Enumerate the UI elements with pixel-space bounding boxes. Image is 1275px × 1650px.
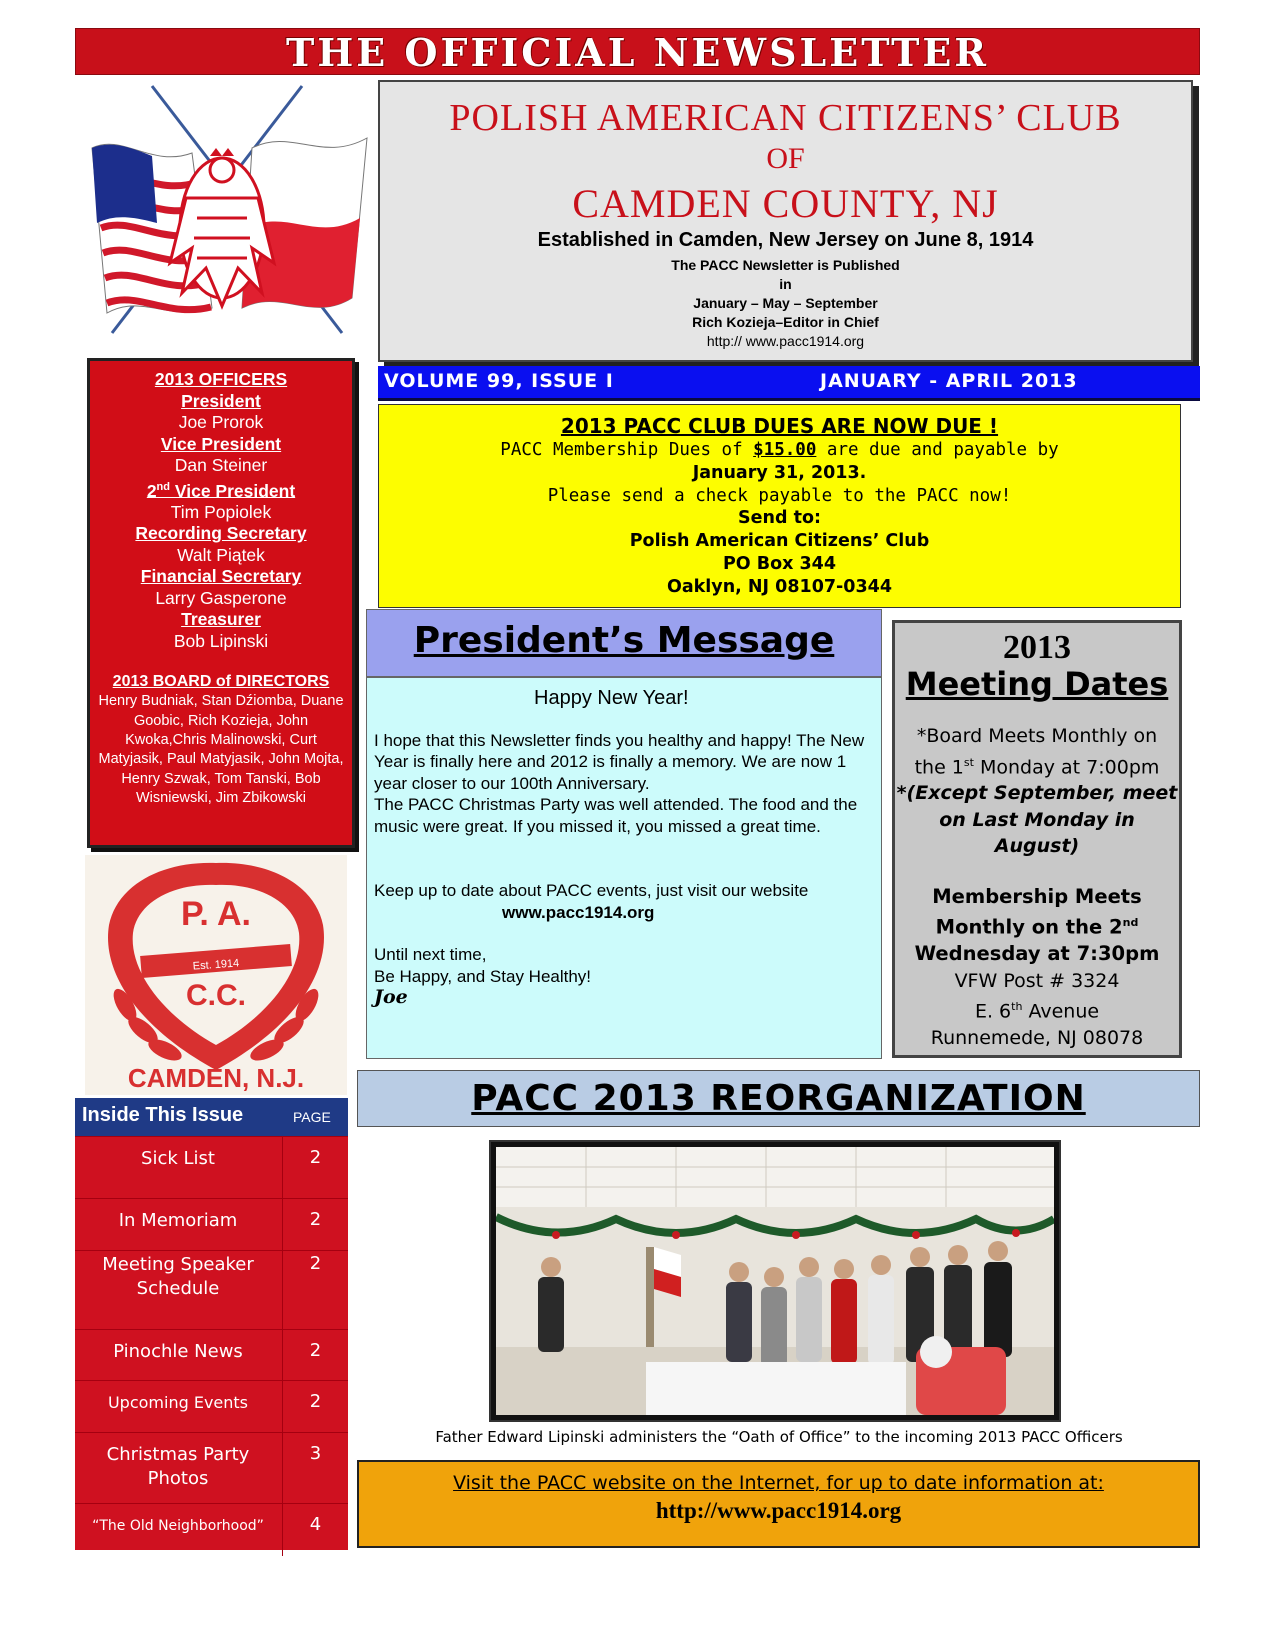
officer-title: Financial Secretary (140, 566, 302, 587)
president-website-link[interactable]: www.pacc1914.org (502, 902, 655, 922)
president-message-body (366, 677, 882, 1059)
officer-title: President (181, 390, 261, 411)
index-item-label: Sick List (141, 1148, 215, 1169)
president-paragraph: I hope that this Newsletter finds you healthy and happy! The New Year is finally here and 2012 is finally a memory. We are now 1 year closer to our 100th Anniversary. (374, 730, 865, 793)
board-heading: 2013 BOARD of DIRECTORS (112, 673, 330, 691)
president-greeting: Happy New Year! (534, 687, 689, 709)
pacc-crest-icon (85, 855, 347, 1095)
index-item-page: 2 (309, 1253, 322, 1274)
meeting-dates-box (892, 620, 1182, 1058)
meeting-place: E. 6th Avenue (974, 1000, 1100, 1023)
president-paragraph: Keep up to date about PACC events, just visit our website (374, 881, 809, 900)
index-title: Inside This Issue (82, 1104, 244, 1126)
masthead-banner (75, 28, 1200, 75)
index-item-page: 2 (309, 1391, 322, 1412)
dues-deadline: January 31, 2013. (692, 462, 867, 483)
meeting-exception: *(Except September, meet on Last Monday in August) (896, 782, 1178, 858)
index-row[interactable] (75, 1380, 348, 1432)
index-item-label: In Memoriam (118, 1210, 238, 1231)
officers-panel (87, 358, 355, 848)
index-row[interactable] (75, 1503, 348, 1556)
meeting-year: 2013 (1003, 629, 1071, 666)
published-line1: The PACC Newsletter is Published (671, 257, 900, 273)
editor-line: Rich Kozieja–Editor in Chief (692, 314, 879, 330)
meeting-place: VFW Post # 3324 (954, 969, 1120, 992)
logo-top-text: P. A. (181, 895, 251, 933)
volume-bar (378, 366, 1200, 401)
published-line2: in (779, 276, 792, 292)
president-signature: Joe (374, 986, 408, 1008)
officer-title: Treasurer (181, 609, 261, 630)
index-item-page: 2 (309, 1147, 322, 1168)
masthead-title: THE OFFICIAL NEWSLETTER (286, 30, 989, 75)
membership-meeting-line: Monthly on the 2nd (935, 915, 1139, 939)
president-closing: Be Happy, and Stay Healthy! (374, 966, 592, 986)
officer-name: Bob Lipinski (173, 630, 269, 651)
dues-line1: PACC Membership Dues of $15.00 are due and payable by (500, 440, 1059, 460)
volume-dates: JANUARY - APRIL 2013 (820, 370, 1078, 392)
index-item-label: Meeting Speaker Schedule (102, 1254, 254, 1299)
board-members: Henry Budniak, Stan Dźiomba, Duane Goobic, Rich Kozieja, John Kwoka,Chris Malinowski, Curt Matyjasik, Paul Matyjasik, John Mojta, Henry Szwak, Tom Tanski, Bob Wisniewski, Jim Zbikowski (98, 693, 344, 806)
index-page-label: PAGE (293, 1109, 331, 1125)
index-row[interactable] (75, 1136, 348, 1198)
index-item-page: 2 (309, 1340, 322, 1361)
volume-issue: VOLUME 99, ISSUE I (384, 370, 614, 392)
meeting-place: Runnemede, NJ 08078 (930, 1027, 1144, 1050)
logo-middle-text: C.C. (186, 979, 246, 1012)
website-banner (357, 1460, 1200, 1548)
crossed-flags-illustration (82, 78, 372, 343)
officers-heading: 2013 OFFICERS (154, 369, 288, 389)
pacc-logo (85, 855, 347, 1095)
dues-address-line2: PO Box 344 (722, 553, 837, 574)
board-meeting-line: *Board Meets Monthly on (916, 725, 1158, 747)
logo-bottom-text: CAMDEN, N.J. (127, 1063, 305, 1093)
logo-est-text: Est. 1914 (192, 957, 240, 973)
president-closing: Until next time, (374, 945, 487, 964)
club-name-line3: CAMDEN COUNTY, NJ (572, 181, 999, 226)
index-item-page: 3 (309, 1443, 322, 1464)
club-name-line2: OF (766, 142, 805, 175)
president-message-title: President’s Message (413, 620, 835, 661)
flags-icon (82, 78, 372, 343)
dues-notice (378, 404, 1181, 608)
index-row[interactable] (75, 1329, 348, 1380)
published-months: January – May – September (693, 295, 878, 311)
dues-send-to: Send to: (738, 508, 821, 529)
website-link[interactable]: http://www.pacc1914.org (655, 1498, 902, 1523)
dues-amount: $15.00 (753, 440, 817, 460)
president-message-header (366, 609, 882, 677)
officer-title: 2nd Vice President (146, 480, 296, 501)
oath-of-office-photo (489, 1140, 1061, 1422)
dues-heading: 2013 PACC CLUB DUES ARE NOW DUE ! (560, 414, 999, 438)
president-paragraph: The PACC Christmas Party was well attended. The food and the music were great. If you missed it, you missed a great time. (374, 795, 858, 836)
officer-name: Tim Popiolek (170, 501, 272, 522)
index-row[interactable] (75, 1198, 348, 1250)
index-item-label: “The Old Neighborhood” (92, 1518, 264, 1534)
membership-meeting-line: Membership Meets (932, 884, 1142, 908)
website-invite: Visit the PACC website on the Internet, for up to date information at: (453, 1472, 1104, 1494)
board-meeting-line: the 1st Monday at 7:00pm (914, 755, 1160, 778)
officer-title: Vice President (160, 433, 282, 454)
index-row[interactable] (75, 1250, 348, 1329)
officer-title: Recording Secretary (135, 523, 307, 544)
meeting-heading: Meeting Dates (905, 665, 1169, 703)
club-url[interactable]: http:// www.pacc1914.org (706, 333, 865, 349)
index-row[interactable] (75, 1432, 348, 1503)
group-photo-icon (496, 1147, 1054, 1415)
dues-address-line1: Polish American Citizens’ Club (629, 531, 930, 552)
index-header (75, 1098, 348, 1136)
index-item-page: 2 (309, 1209, 322, 1230)
index-item-label: Pinochle News (113, 1341, 243, 1362)
club-name-line1: POLISH AMERICAN CITIZENS’ CLUB (449, 97, 1122, 139)
officer-name: Walt Piątek (177, 544, 265, 565)
officer-name: Larry Gasperone (155, 587, 287, 608)
photo-caption: Father Edward Lipinski administers the “Oath of Office” to the incoming 2013 PACC Officers (435, 1428, 1123, 1446)
dues-line3: Please send a check payable to the PACC now! (547, 485, 1012, 506)
index-item-label: Christmas Party Photos (106, 1444, 250, 1489)
officer-name: Joe Prorok (178, 412, 264, 432)
membership-meeting-line: Wednesday at 7:30pm (914, 942, 1160, 966)
officer-name: Dan Steiner (174, 455, 268, 475)
index-item-label: Upcoming Events (107, 1393, 249, 1412)
reorganization-header (357, 1070, 1200, 1127)
established-line: Established in Camden, New Jersey on June 8, 1914 (537, 229, 1034, 251)
reorganization-title: PACC 2013 REORGANIZATION (471, 1078, 1086, 1119)
dues-address-line3: Oaklyn, NJ 08107-0344 (666, 576, 893, 597)
club-title-box (378, 80, 1193, 362)
inside-this-issue (75, 1098, 348, 1550)
index-item-page: 4 (309, 1514, 322, 1535)
